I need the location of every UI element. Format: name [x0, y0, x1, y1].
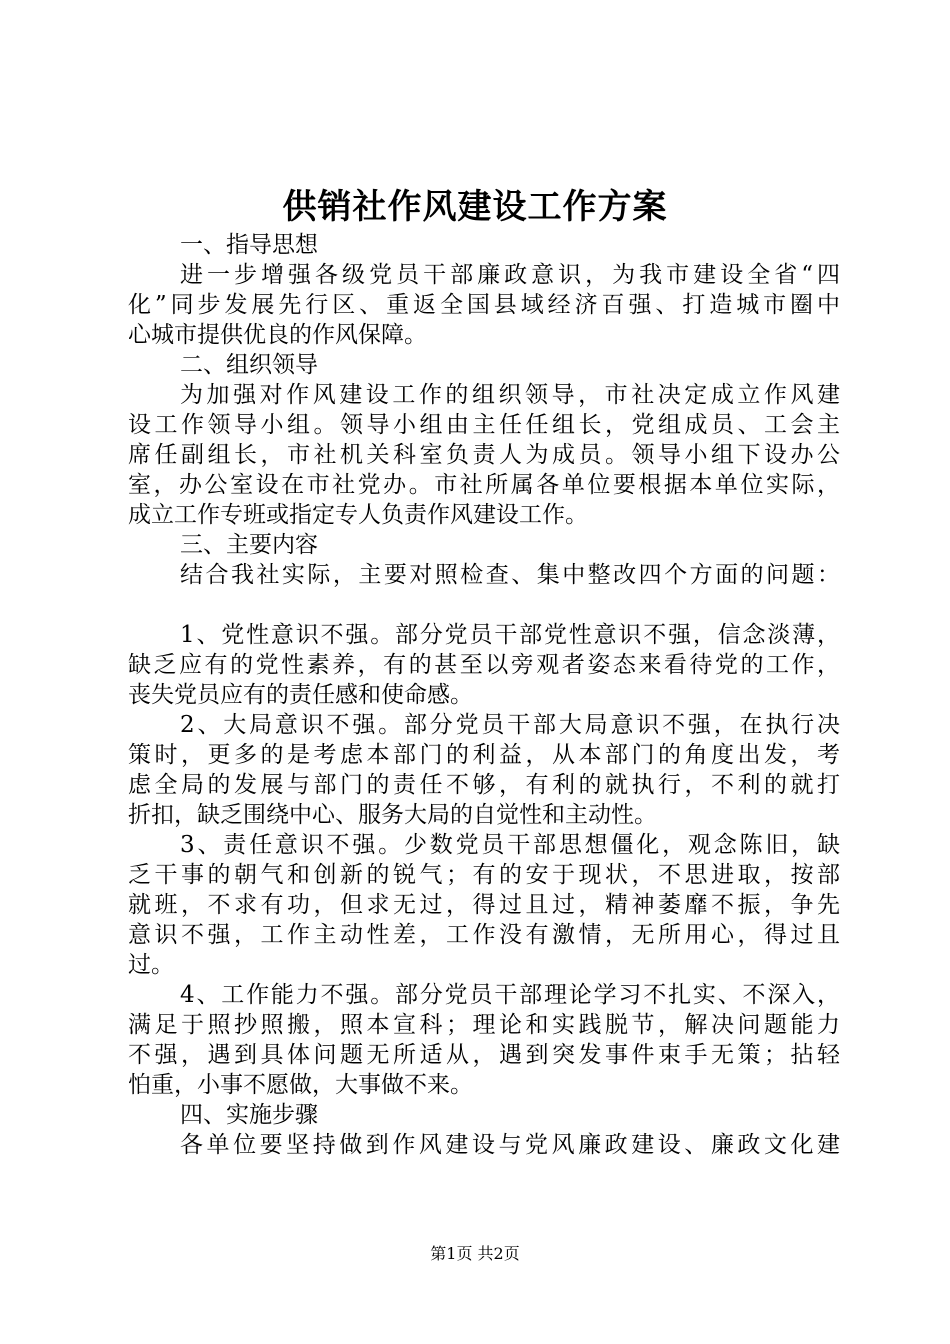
text-line: 不强，遇到具体问题无所适从，遇到突发事件束手无策；拈轻 [128, 1042, 840, 1068]
text-line: 设工作领导小组。领导小组由主任任组长，党组成员、工会主 [128, 412, 840, 438]
text-line: 折扣，缺乏围绕中心、服务大局的自觉性和主动性。 [128, 802, 657, 828]
text-line: 结合我社实际，主要对照检查、集中整改四个方面的问题： [180, 562, 840, 588]
text-line: 化”同步发展先行区、重返全国县域经济百强、打造城市圈中 [128, 292, 840, 318]
text-line: 4、工作能力不强。部分党员干部理论学习不扎实、不深入， [180, 982, 840, 1008]
text-line: 过。 [128, 952, 174, 978]
text-line: 怕重，小事不愿做，大事做不来。 [128, 1072, 473, 1098]
document-title: 供销社作风建设工作方案 [282, 187, 668, 227]
text-line: 2、大局意识不强。部分党员干部大局意识不强，在执行决 [180, 712, 840, 738]
text-line: 进一步增强各级党员干部廉政意识，为我市建设全省“四 [180, 262, 840, 288]
text-line: 缺乏应有的党性素养，有的甚至以旁观者姿态来看待党的工作， [128, 652, 840, 678]
text-line: 室，办公室设在市社党办。市社所属各单位要根据本单位实际， [128, 472, 840, 498]
text-line: 3、责任意识不强。少数党员干部思想僵化，观念陈旧，缺 [180, 832, 840, 858]
text-line: 一、指导思想 [180, 232, 318, 258]
text-line: 四、实施步骤 [180, 1102, 318, 1128]
text-line: 各单位要坚持做到作风建设与党风廉政建设、廉政文化建 [180, 1132, 840, 1158]
text-line: 丧失党员应有的责任感和使命感。 [128, 682, 473, 708]
text-line: 策时，更多的是考虑本部门的利益，从本部门的角度出发，考 [128, 742, 840, 768]
text-line: 1、党性意识不强。部分党员干部党性意识不强，信念淡薄， [180, 622, 840, 648]
blank-line [128, 590, 840, 620]
text-line: 心城市提供优良的作风保障。 [128, 322, 427, 348]
page-footer: 第1页 共2页 [430, 1244, 520, 1263]
text-line: 成立工作专班或指定专人负责作风建设工作。 [128, 502, 588, 528]
document-body [128, 230, 840, 1160]
text-line: 满足于照抄照搬，照本宣科；理论和实践脱节，解决问题能力 [128, 1012, 840, 1038]
text-line: 席任副组长，市社机关科室负责人为成员。领导小组下设办公 [128, 442, 840, 468]
text-line: 虑全局的发展与部门的责任不够，有利的就执行，不利的就打 [128, 772, 840, 798]
text-line: 二、组织领导 [180, 352, 318, 378]
text-line: 为加强对作风建设工作的组织领导，市社决定成立作风建 [180, 382, 840, 408]
text-line: 乏干事的朝气和创新的锐气；有的安于现状，不思进取，按部 [128, 862, 840, 888]
text-line: 就班，不求有功，但求无过，得过且过，精神萎靡不振，争先 [128, 892, 840, 918]
text-line: 三、主要内容 [180, 532, 318, 558]
text-line: 意识不强，工作主动性差，工作没有激情，无所用心，得过且 [128, 922, 840, 948]
